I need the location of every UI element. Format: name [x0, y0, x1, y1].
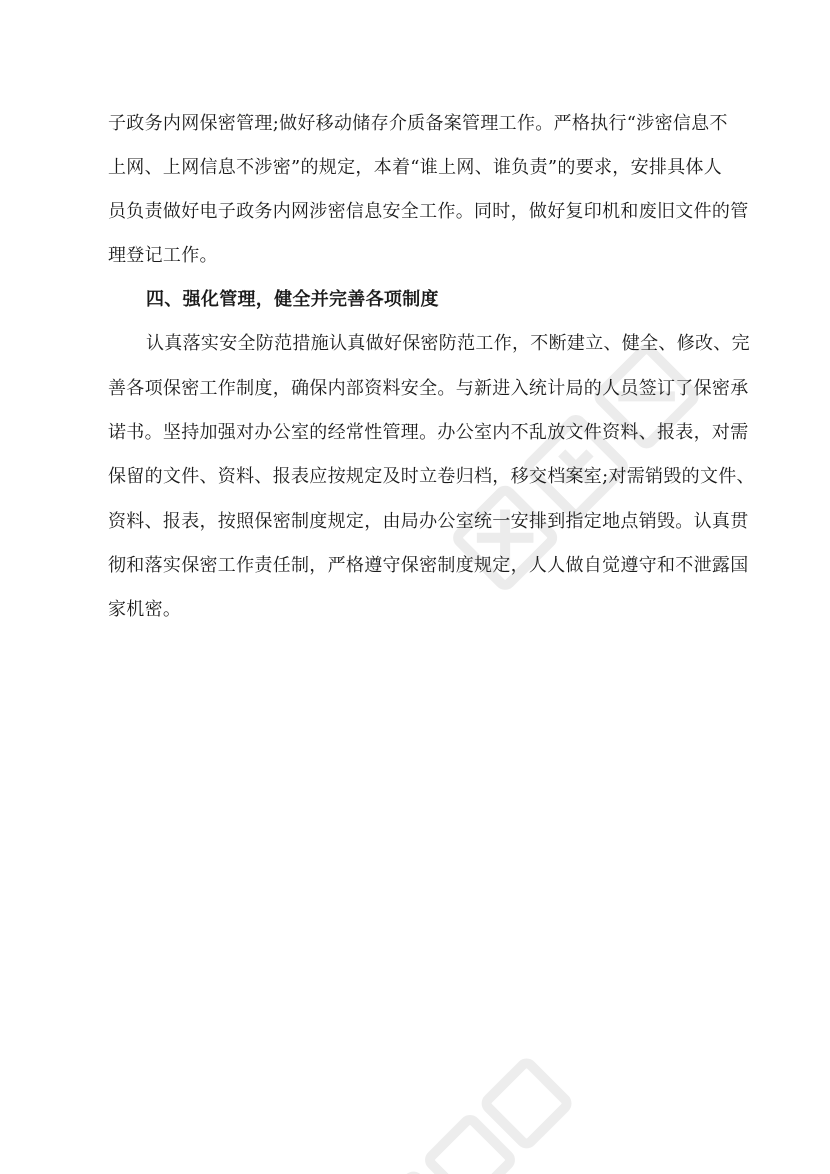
paragraph-2-line-5: 资料、报表，按照保密制度规定，由局办公室统一安排到指定地点销毁。认真贯: [108, 511, 749, 532]
watermark-logo-upper: [380, 250, 800, 670]
paragraph-2-line-3: 诺书。坚持加强对办公室的经常性管理。办公室内不乱放文件资料、报表，对需: [108, 422, 749, 443]
paragraph-2-line-2: 善各项保密工作制度，确保内部资料安全。与新进入统计局的人员签订了保密承: [108, 378, 749, 399]
paragraph-1-line-1: 子政务内网保密管理;做好移动储存介质备案管理工作。严格执行“涉密信息不: [108, 113, 728, 134]
paragraph-2-line-4: 保留的文件、资料、报表应按规定及时立卷归档，移交档案室;对需销毁的文件、: [108, 466, 755, 487]
section-heading: 四、强化管理，健全并完善各项制度: [146, 289, 439, 310]
paragraph-1-line-4: 理登记工作。: [108, 245, 218, 266]
paragraph-2-line-6: 彻和落实保密工作责任制，严格遵守保密制度规定，人人做自觉遵守和不泄露国: [108, 555, 749, 576]
paragraph-2-line-7: 家机密。: [108, 599, 182, 620]
paragraph-2-line-1: 认真落实安全防范措施认真做好保密防范工作，不断建立、健全、修改、完: [146, 333, 750, 354]
watermark-logo-lower: [320, 1050, 620, 1174]
paragraph-1-line-3: 员负责做好电子政务内网涉密信息安全工作。同时，做好复印机和废旧文件的管: [108, 201, 749, 222]
paragraph-1-line-2: 上网、上网信息不涉密”的规定，本着“谁上网、谁负责”的要求，安排具体人: [108, 157, 723, 178]
